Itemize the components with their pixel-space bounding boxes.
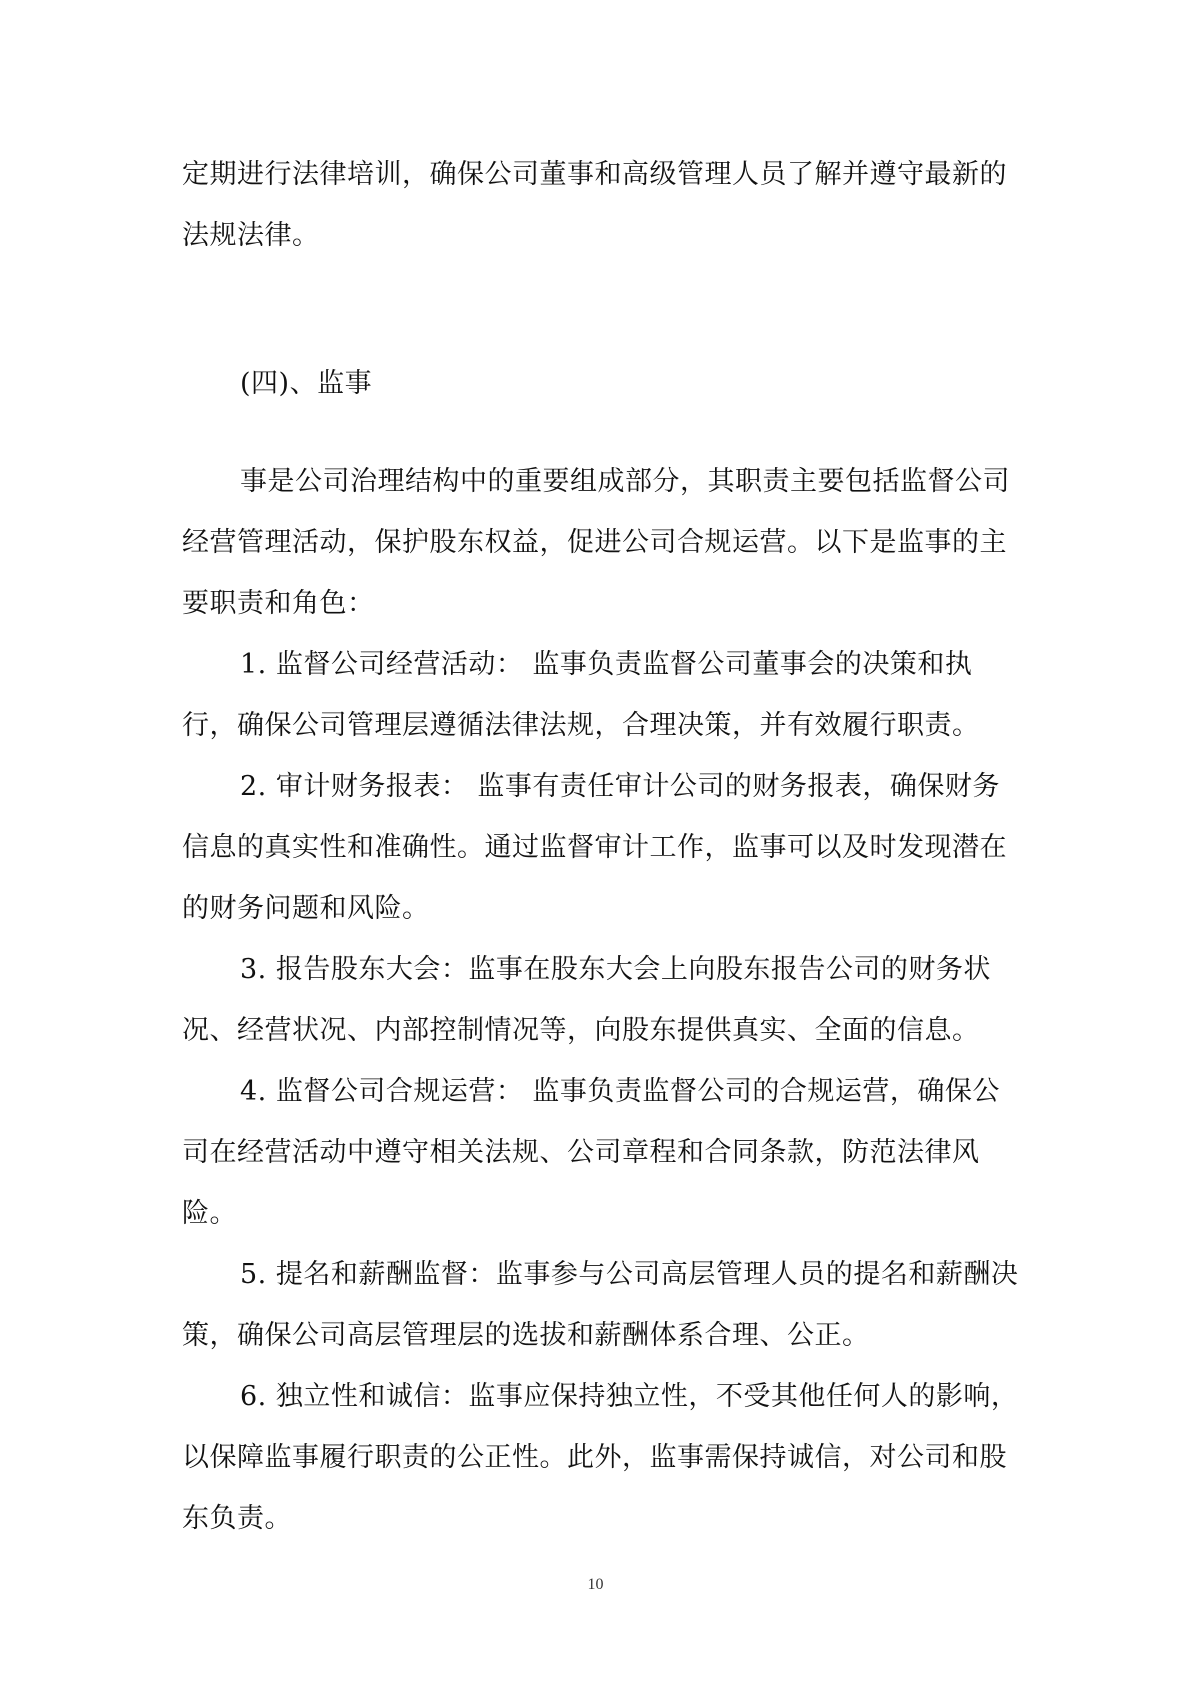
- paragraph-item-5: 5. 提名和薪酬监督：监事参与公司高层管理人员的提名和薪酬决策，确保公司高层管理层的选拔和薪酬体系合理、公正。: [182, 1259, 1019, 1351]
- page-number: 10: [587, 1576, 604, 1593]
- paragraph-item-3: 3. 报告股东大会：监事在股东大会上向股东报告公司的财务状况、经营状况、内部控制情况等，向股东提供真实、全面的信息。: [182, 954, 991, 1046]
- paragraph-item-2: 2. 审计财务报表： 监事有责任审计公司的财务报表，确保财务信息的真实性和准确性。通过监督审计工作，监事可以及时发现潜在的财务问题和风险。: [182, 771, 1007, 924]
- paragraph-item-6: 6. 独立性和诚信：监事应保持独立性，不受其他任何人的影响，以保障监事履行职责的公正性。此外，监事需保持诚信，对公司和股东负责。: [182, 1381, 1019, 1534]
- paragraph-introduction: 事是公司治理结构中的重要组成部分，其职责主要包括监督公司经营管理活动，保护股东权益，促进公司合规运营。以下是监事的主要职责和角色：: [182, 466, 1010, 619]
- intro-paragraph: 定期进行法律培训，确保公司董事和高级管理人员了解并遵守最新的法规法律。: [182, 159, 1007, 251]
- section-heading: (四)、监事: [240, 368, 373, 399]
- paragraph-item-4: 4. 监督公司合规运营： 监事负责监督公司的合规运营，确保公司在经营活动中遵守相关法规、公司章程和合同条款，防范法律风险。: [182, 1076, 1000, 1229]
- body-text: [182, 451, 1024, 1549]
- paragraph-item-1: 1. 监督公司经营活动： 监事负责监督公司董事会的决策和执行，确保公司管理层遵循法律法规，合理决策，并有效履行职责。: [182, 649, 980, 741]
